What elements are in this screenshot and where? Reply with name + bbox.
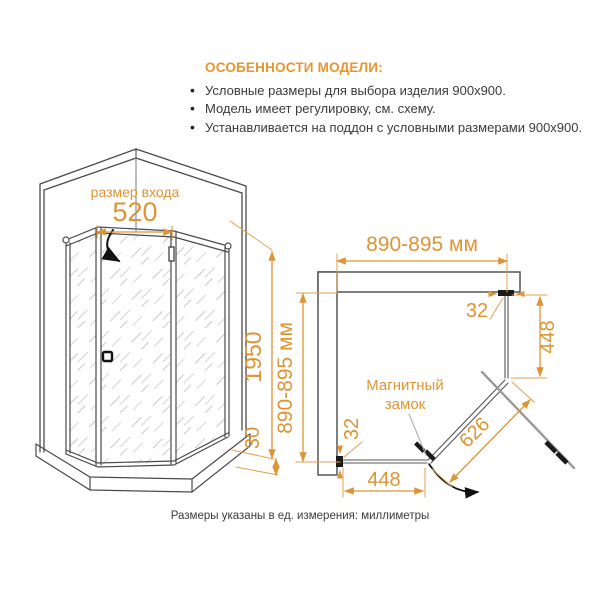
door-handle [544,440,568,464]
entrance-width-value: 520 [112,197,158,227]
tray-height-value: 30 [242,426,264,450]
plan-right-panel [505,296,508,378]
wall-profile-top-value: 32 [465,300,489,322]
wall-profile-bottom-value: 32 [341,417,363,441]
plan-depth-value: 890-895 мм [274,322,297,434]
bottom-panel-value: 448 [367,469,401,491]
magnet-label-line1: Магнитный [366,377,444,394]
plan-door-open [482,372,574,468]
feature-item: • Модель имеет регулировку, см. схему. [186,100,584,118]
feature-item: • Устанавливается на поддон с условными размерами 900x900. [186,119,584,137]
door-width-value: 626 [455,413,495,453]
plan-bottom-panel [343,460,427,463]
plan-wall-top [318,272,520,292]
feature-item: • Условные размеры для выбора изделия 900x900. [186,82,584,100]
height-value: 1950 [240,331,266,383]
right-panel-value: 448 [537,320,559,354]
entrance-size-label: размер входа [90,184,180,200]
plan-width-value: 890-895 мм [366,233,478,256]
plan-wall-left [318,272,337,475]
door-roller [169,247,174,261]
magnet-label-line2: замок [384,396,426,413]
features-heading: ОСОБЕННОСТИ МОДЕЛИ: [205,60,383,75]
door-knob [103,352,112,361]
front-view [36,149,278,492]
glass-panels [70,233,225,464]
plan-view [274,233,574,497]
units-note: Размеры указаны в ед. измерения: миллиметры [170,510,430,522]
